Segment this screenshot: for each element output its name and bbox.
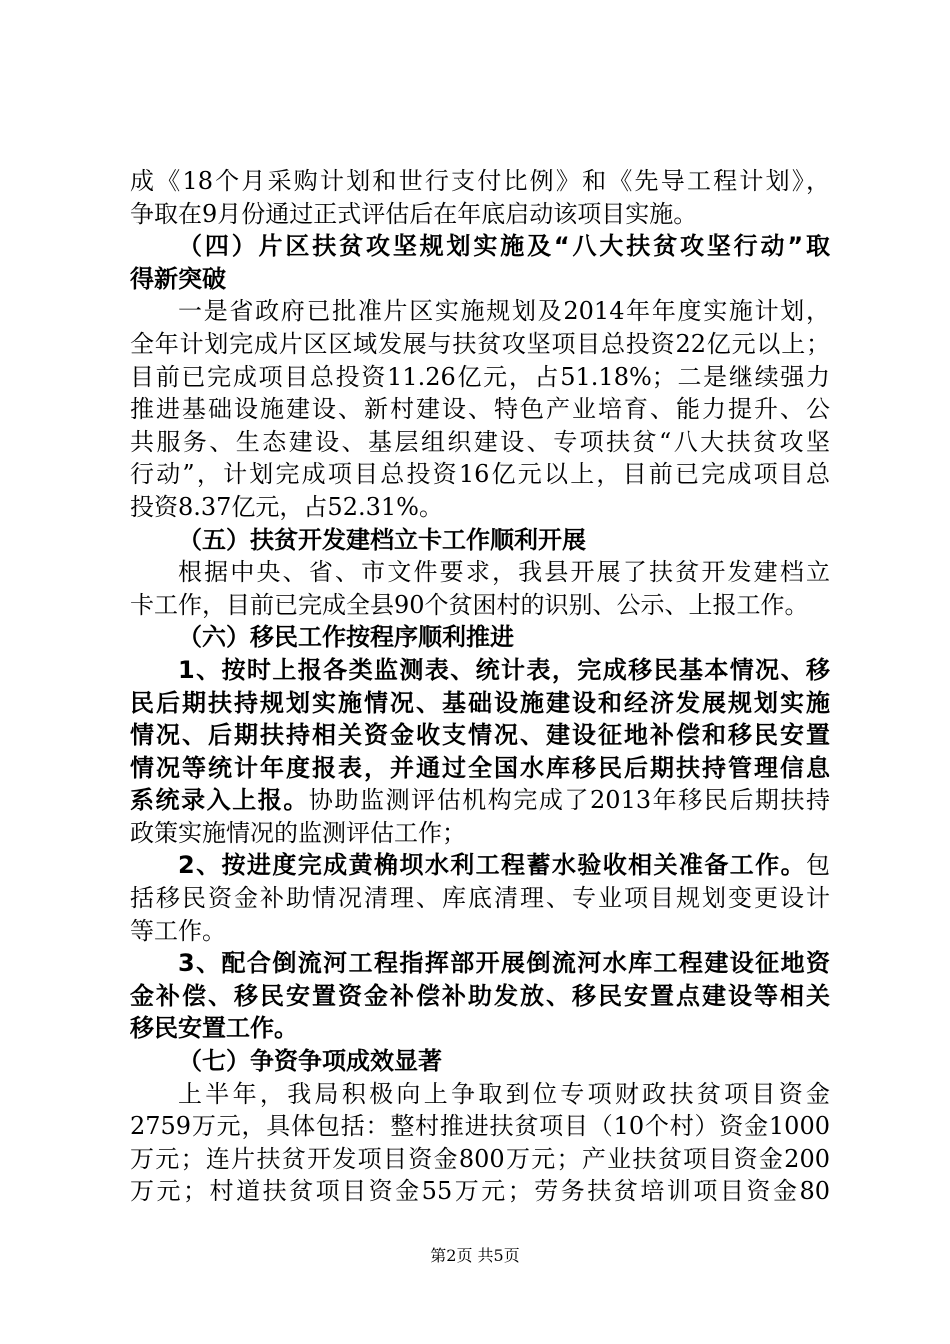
text-line: 一是省政府已批准片区实施规划及2014年年度实施计划， — [178, 297, 830, 326]
text-line: 全年计划完成片区区域发展与扶贫攻坚项目总投资22亿元以上； — [130, 329, 830, 358]
text-line: 3、配合倒流河工程指挥部开展倒流河水库工程建设征地资 — [178, 949, 830, 978]
section-heading: （四）片区扶贫攻坚规划实施及“八大扶贫攻坚行动”取 — [178, 232, 830, 261]
text-line: 目前已完成项目总投资11.26亿元，占51.18%；二是继续强力 — [130, 362, 830, 391]
text-line: 金补偿、移民安置资金补偿补助发放、移民安置点建设等相关 — [130, 981, 830, 1010]
text-line — [130, 849, 830, 882]
normal-text-run: 协助监测评估机构完成了2013年移民后期扶持 — [308, 786, 830, 815]
text-line: 1、按时上报各类监测表、统计表，完成移民基本情况、移 — [178, 655, 830, 684]
text-line: 情况、后期扶持相关资金收支情况、建设征地补偿和移民安置 — [130, 721, 830, 750]
text-line: 成《18个月采购计划和世行支付比例》和《先导工程计划》， — [130, 167, 830, 195]
text-line — [130, 784, 830, 817]
text-line: 情况等统计年度报表，并通过全国水库移民后期扶持管理信息 — [130, 753, 830, 782]
document-body — [130, 165, 830, 1208]
text-line: 推进基础设施建设、新村建设、特色产业培育、能力提升、公 — [130, 395, 830, 424]
text-line: 投资8.37亿元，占52.31%。 — [130, 492, 443, 521]
bold-text-run: 系统录入上报。 — [130, 786, 309, 815]
section-heading: （六）移民工作按程序顺利推进 — [178, 623, 514, 652]
page-footer: 第2页 共5页 — [430, 1246, 520, 1265]
text-line: 根据中央、省、市文件要求，我县开展了扶贫开发建档立 — [178, 558, 830, 587]
text-line: 万元；连片扶贫开发项目资金800万元；产业扶贫项目资金200 — [130, 1144, 830, 1173]
text-line: 括移民资金补助情况清理、库底清理、专业项目规划变更设计 — [130, 884, 830, 913]
text-line: 等工作。 — [130, 916, 226, 945]
text-line: 2759万元，具体包括：整村推进扶贫项目（10个村）资金1000 — [130, 1112, 830, 1141]
normal-text-run: 包 — [806, 851, 830, 880]
text-line: 行动”，计划完成项目总投资16亿元以上，目前已完成项目总 — [130, 460, 830, 489]
bold-text-run: 2、按进度完成黄桷坝水利工程蓄水验收相关准备工作。 — [178, 851, 806, 880]
section-heading: （五）扶贫开发建档立卡工作顺利开展 — [178, 525, 586, 554]
section-heading: （七）争资争项成效显著 — [178, 1047, 442, 1076]
text-line: 移民安置工作。 — [130, 1014, 298, 1043]
text-line: 万元；村道扶贫项目资金55万元；劳务扶贫培训项目资金80 — [130, 1177, 830, 1206]
section-heading: 得新突破 — [130, 264, 226, 293]
text-line: 争取在9月份通过正式评估后在年底启动该项目实施。 — [130, 199, 698, 228]
text-line: 共服务、生态建设、基层组织建设、专项扶贫“八大扶贫攻坚 — [130, 427, 830, 456]
text-line: 上半年，我局积极向上争取到位专项财政扶贫项目资金 — [178, 1079, 830, 1108]
text-line: 卡工作，目前已完成全县90个贫困村的识别、公示、上报工作。 — [130, 590, 809, 619]
text-line: 民后期扶持规划实施情况、基础设施建设和经济发展规划实施 — [130, 688, 830, 717]
text-line: 政策实施情况的监测评估工作； — [130, 818, 466, 847]
